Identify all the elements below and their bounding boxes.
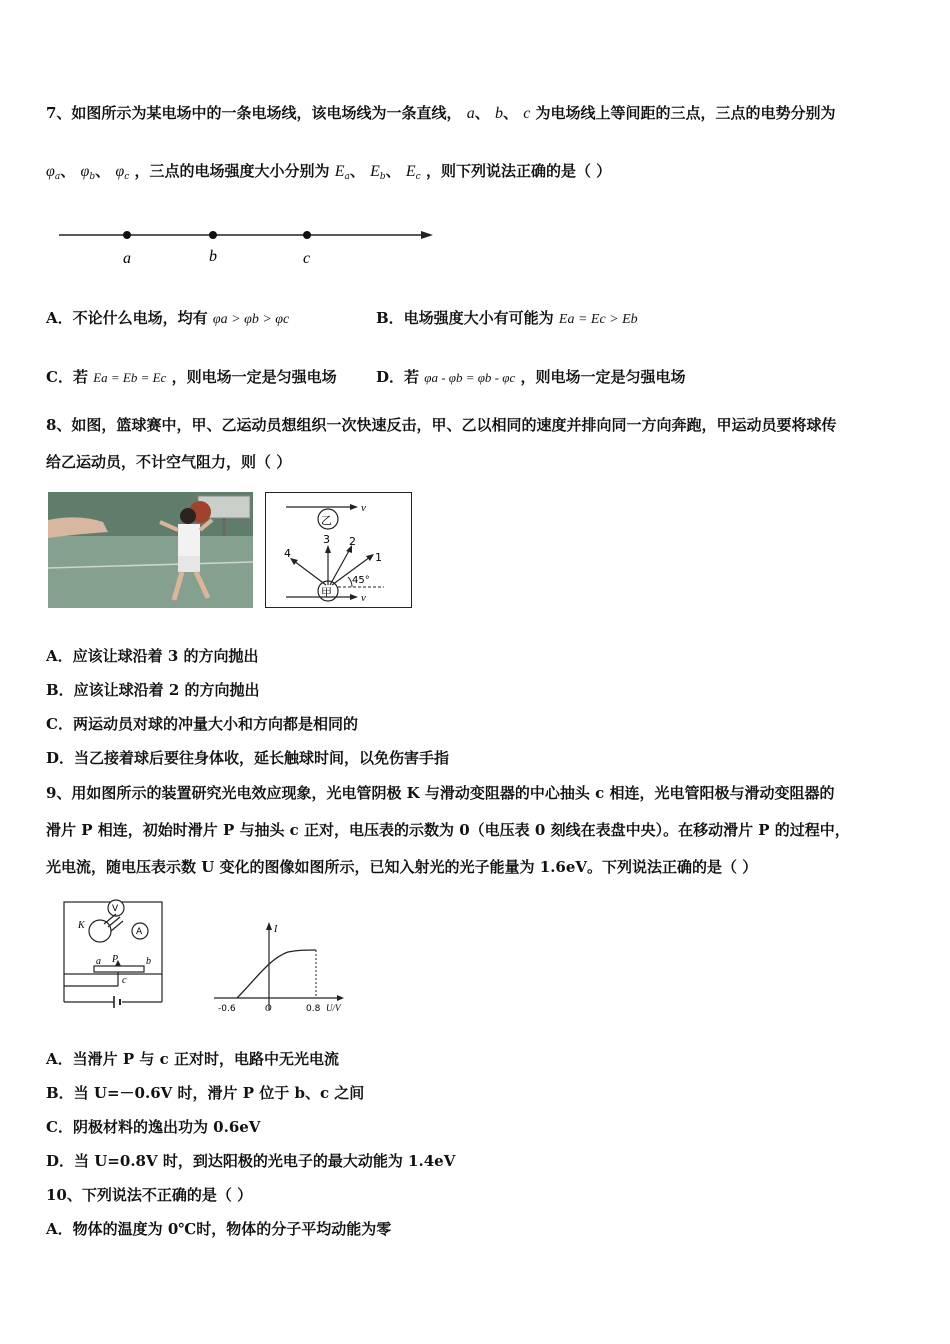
angle-label: 45° — [352, 575, 370, 586]
q7-stem-line2: $\varphi_a$、 $\varphi_b$、 $\varphi_c$ ，三点的电场强度大小分别为 $E_a$、 $E_b$、 $E_c$ ，则下列说法正确的是（ ） — [46, 162, 612, 182]
v-label-bottom: v — [361, 592, 366, 604]
q10-stem: 10、下列说法不正确的是（ ） — [46, 1186, 253, 1204]
q8-option-d: D．当乙接着球后要往身体收，延长触球时间，以免伤害手指 — [46, 749, 450, 767]
q7-option-b: B．电场强度大小有可能为 Ea = Ec > Eb — [376, 309, 638, 327]
q7-stem-tail: ，则下列说法正确的是（ ） — [425, 162, 612, 180]
q9-option-d: D．当 U=0.8V 时，到达阳极的光电子的最大动能为 1.4eV — [46, 1152, 456, 1170]
point-a — [123, 231, 131, 239]
cathode-label: K — [78, 920, 85, 931]
q8-stem-line1: 8、如图，篮球赛中，甲、乙运动员想组织一次快速反击，甲、乙以相同的速度并排向同一方向奔跑，甲运动员要将球传 — [46, 416, 837, 434]
svg-text:3: 3 — [323, 533, 330, 546]
q9-stem-line3: 光电流，随电压表示数 U 变化的图像如图所示，已知入射光的光子能量为 1.6eV。下列说法正确的是（ ） — [46, 858, 758, 876]
q7-E-b: E — [370, 163, 380, 180]
q9-iu-graph — [210, 918, 360, 1018]
field-line-arrow-icon — [421, 231, 433, 239]
q7-option-a: A．不论什么电场，均有 φa > φb > φc — [46, 309, 290, 327]
tick-08: 0.8 — [306, 1004, 321, 1014]
q7-var-a: a — [466, 105, 475, 122]
q7-option-b-formula: Ea = Ec > Eb — [558, 312, 638, 327]
point-c — [303, 231, 311, 239]
q7-phi-a: φ — [46, 163, 55, 180]
q8-option-a: A．应该让球沿着 3 的方向抛出 — [46, 647, 259, 665]
tap-c-label: c — [122, 975, 127, 986]
rheostat-b-label: b — [146, 956, 151, 967]
q7-option-c-formula: Ea = Eb = Ec — [93, 370, 167, 385]
q7-stem-text-tail: 为电场线上等间距的三点，三点的电势分别为 — [535, 104, 836, 122]
tick-neg06: -0.6 — [218, 1004, 236, 1014]
q9-option-b: B．当 U=－0.6V 时，滑片 P 位于 b、c 之间 — [46, 1084, 365, 1102]
q7-option-d-formula: φa - φb = φb - φc — [424, 370, 516, 385]
q9-option-c: C．阴极材料的逸出功为 0.6eV — [46, 1118, 261, 1136]
q7-E-c: E — [405, 163, 416, 180]
graph-xlabel: U/V — [326, 1003, 341, 1013]
phototube-icon — [89, 920, 111, 942]
q7-E-a: E — [334, 163, 345, 180]
svg-text:1: 1 — [375, 551, 382, 564]
ammeter-label: A — [136, 927, 143, 937]
label-a: a — [123, 250, 131, 267]
label-b: b — [209, 248, 217, 265]
q7-option-c: C．若 Ea = Eb = Ec ，则电场一定是匀强电场 — [46, 368, 337, 386]
q9-option-a: A．当滑片 P 与 c 正对时，电路中无光电流 — [46, 1050, 339, 1068]
svg-text:2: 2 — [349, 535, 356, 548]
tick-origin: O — [265, 1003, 272, 1013]
q8-stem-line2: 给乙运动员，不计空气阻力，则（ ） — [46, 453, 292, 471]
q7-stem-mid: ，三点的电场强度大小分别为 — [134, 162, 330, 180]
q9-stem-line1: 9、用如图所示的装置研究光电效应现象，光电管阴极 K 与滑动变阻器的中心抽头 c 相连，光电管阳极与滑动变阻器的 — [46, 784, 835, 802]
q7-phi-c: φ — [115, 163, 125, 180]
voltmeter-label: V — [112, 904, 119, 914]
q7-option-a-formula: φa > φb > φc — [212, 312, 290, 327]
q7-option-d: D．若 φa - φb = φb - φc ，则电场一定是匀强电场 — [376, 368, 686, 386]
q9-circuit-figure — [60, 890, 170, 1018]
q8-direction-diagram — [265, 492, 412, 608]
q7-field-line-figure — [55, 222, 445, 272]
q8-option-b: B．应该让球沿着 2 的方向抛出 — [46, 681, 260, 699]
jia-label: 甲 — [321, 586, 332, 599]
q7-var-b: b — [494, 105, 503, 122]
q7-phi-b: φ — [80, 163, 90, 180]
q8-basketball-photo — [48, 492, 253, 608]
q8-option-c: C．两运动员对球的冲量大小和方向都是相同的 — [46, 715, 358, 733]
rheostat-icon — [94, 966, 144, 972]
q7-stem-text: 7、如图所示为某电场中的一条电场线，该电场线为一条直线， — [46, 104, 462, 122]
direction-4 — [294, 561, 326, 585]
svg-text:4: 4 — [284, 547, 291, 560]
basketball-scene-icon — [48, 492, 253, 608]
graph-ylabel: I — [274, 924, 278, 935]
v-label-top: v — [361, 502, 366, 514]
iu-curve — [237, 950, 316, 998]
label-c: c — [303, 250, 311, 267]
q7-stem-line1: 7、如图所示为某电场中的一条电场线，该电场线为一条直线， a、 b、 c 为电场线上等间距的三点，三点的电势分别为 — [46, 104, 836, 122]
point-b — [209, 231, 217, 239]
slider-p-label: P — [112, 954, 119, 965]
yi-label: 乙 — [321, 514, 332, 527]
q9-stem-line2: 滑片 P 相连，初始时滑片 P 与抽头 c 正对，电压表的示数为 0（电压表 0 刻线在表盘中央）。在移动滑片 P 的过程中， — [46, 821, 850, 839]
q10-option-a: A．物体的温度为 0℃时，物体的分子平均动能为零 — [46, 1220, 392, 1238]
q7-var-c: c — [523, 105, 531, 122]
rheostat-a-label: a — [96, 956, 101, 967]
